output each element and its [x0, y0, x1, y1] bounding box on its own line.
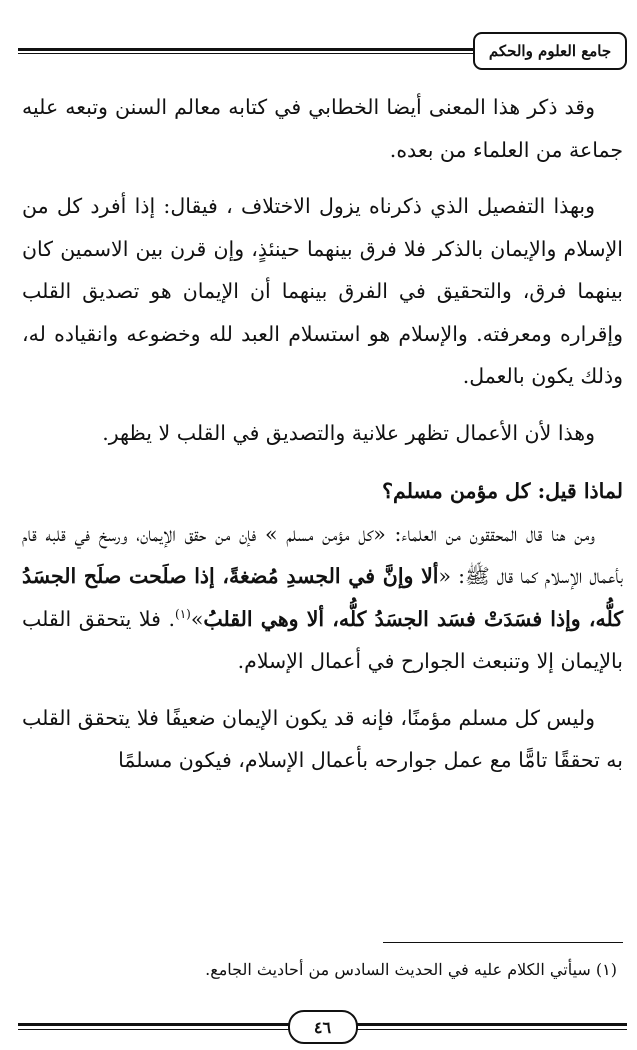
page-number: ٤٦	[288, 1010, 358, 1044]
running-title: جامع العلوم والحكم	[473, 32, 627, 70]
footnote-separator	[383, 942, 623, 943]
paragraph-4-intro: ومن هنا قال المحققون من العلماء: «كل مؤمن مسلم » فإن من حقق الإيمان، ورسخ في قلبه قام بأعمال الإسلام كما قال ﷺ: «	[22, 521, 623, 588]
paragraph-4-rest: . فلا يتحقق القلب بالإيمان إلا وتنبعث الجوارح في أعمال الإسلام.	[22, 606, 623, 673]
paragraph-1: وقد ذكر هذا المعنى أيضا الخطابي في كتابه معالم السنن وتبعه عليه جماعة من العلماء من بعده.	[22, 95, 623, 162]
body-text	[22, 86, 623, 782]
footnote-ref[interactable]: (١)	[175, 606, 191, 621]
paragraph-5: وليس كل مسلم مؤمنًا، فإنه قد يكون الإيمان ضعيفًا فلا يتحقق القلب به تحققًا تامًّا مع عمل جوارحه بأعمال الإسلام، فيكون مسلمًا	[22, 705, 623, 772]
paragraph-4	[22, 513, 623, 683]
page-header	[18, 30, 627, 72]
paragraph-2: وبهذا التفصيل الذي ذكرناه يزول الاختلاف ، فيقال: إذا أفرد كل من الإسلام والإيمان بالذكر فلا فرق بينهما حينئذٍ، وإن قرن بين الاسمين كان بينهما فرق، والتحقيق في الفرق بينهما أن الإيمان هو تصديق القلب وإقراره ومعرفته. والإسلام هو استسلام العبد لله وخضوعه وانقياده له، وذلك يكون بالعمل.	[22, 194, 623, 388]
section-heading: لماذا قيل: كل مؤمن مسلم؟	[382, 479, 623, 503]
footnote: (١) سيأتي الكلام عليه في الحديث السادس من أحاديث الجامع.	[205, 960, 617, 979]
paragraph-3: وهذا لأن الأعمال تظهر علانية والتصديق في القلب لا يظهر.	[102, 420, 595, 445]
page-footer	[18, 1006, 627, 1046]
hadith-close-quote: »	[190, 606, 204, 631]
hadith-text: ألا وإنَّ في الجسدِ مُضغةً، إذا صلَحت صلَح الجسَدُ كلُّه، وإذا فسَدَتْ فسَد الجسَدُ كلُّه، ألا وهي القلبُ	[22, 564, 624, 631]
